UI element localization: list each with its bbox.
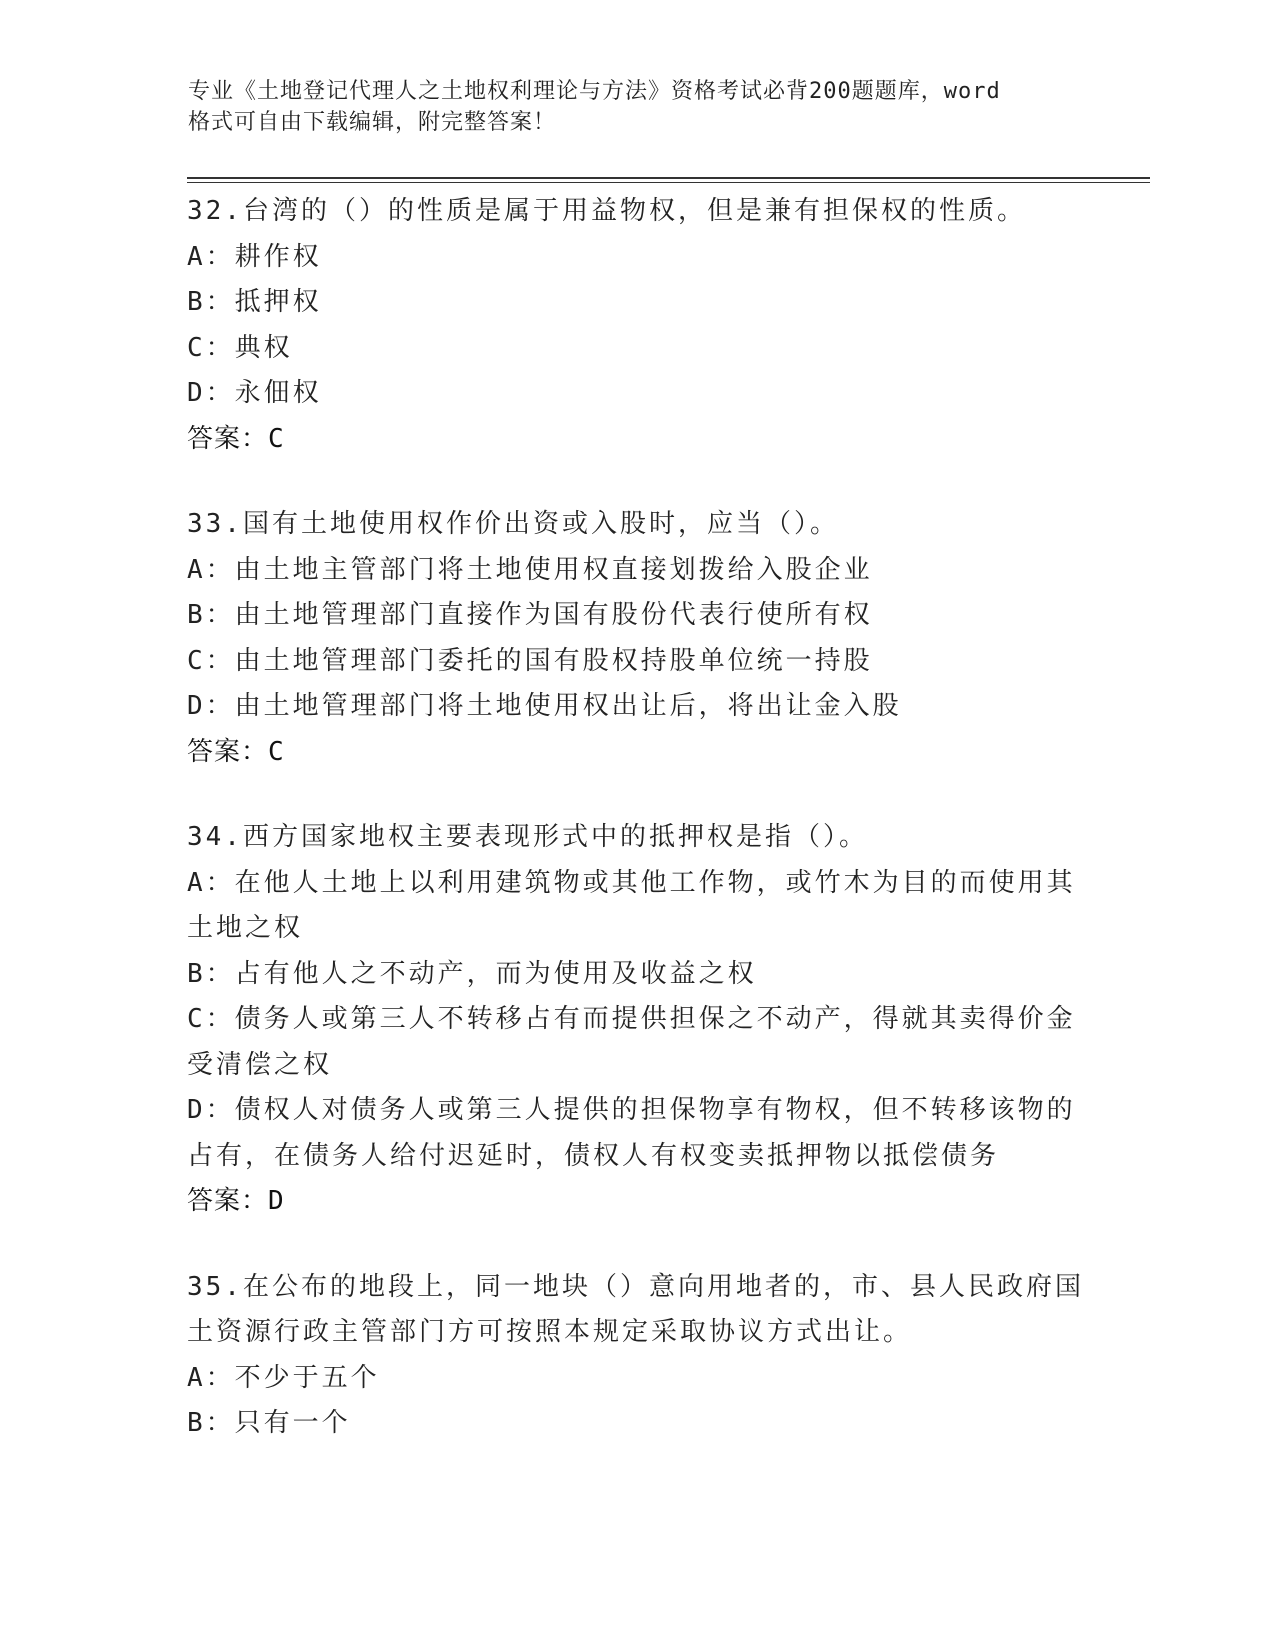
option-d-continued: 占有，在债务人给付迟延时，债权人有权变卖抵押物以抵偿债务: [187, 1140, 1000, 1171]
header-divider-bottom: [187, 182, 1150, 183]
option-b: B：抵押权: [187, 287, 322, 317]
option-a: A：由土地主管部门将土地使用权直接划拨给入股企业: [187, 554, 873, 585]
question-stem: 32.台湾的（）的性质是属于用益物权，但是兼有担保权的性质。: [187, 196, 1026, 226]
option-c-continued: 受清偿之权: [187, 1049, 333, 1080]
question-stem: 33.国有土地使用权作价出资或入股时，应当（）。: [187, 509, 839, 539]
option-a: A：耕作权: [187, 241, 322, 272]
header-divider-top: [187, 177, 1150, 179]
answer: 答案：C: [187, 423, 285, 454]
option-b: B：只有一个: [187, 1408, 351, 1438]
header-line-1: 专业《土地登记代理人之土地权利理论与方法》资格考试必背200题题库，word: [188, 79, 1001, 104]
option-a: A：不少于五个: [187, 1362, 380, 1393]
option-c: C：由土地管理部门委托的国有股权持股单位统一持股: [187, 645, 873, 676]
answer: 答案：D: [187, 1186, 285, 1216]
option-d: D：债权人对债务人或第三人提供的担保物享有物权，但不转移该物的: [187, 1095, 1076, 1125]
question-34: [187, 815, 1087, 1225]
answer: 答案：C: [187, 736, 285, 767]
option-a: A：在他人土地上以利用建筑物或其他工作物，或竹木为目的而使用其: [187, 867, 1076, 898]
option-b: B：占有他人之不动产，而为使用及收益之权: [187, 958, 757, 989]
option-d: D：由土地管理部门将土地使用权出让后，将出让金入股: [187, 691, 902, 721]
option-c: C：债务人或第三人不转移占有而提供担保之不动产，得就其卖得价金: [187, 1004, 1076, 1034]
option-a-continued: 土地之权: [187, 913, 304, 943]
question-stem-continued: 土资源行政主管部门方可按照本规定采取协议方式出让。: [187, 1317, 913, 1347]
question-32: [187, 189, 1087, 462]
option-b: B：由土地管理部门直接作为国有股份代表行使所有权: [187, 600, 873, 630]
option-d: D：永佃权: [187, 378, 322, 408]
question-list: [187, 189, 1087, 1487]
question-33: [187, 502, 1087, 775]
question-35: [187, 1265, 1087, 1447]
option-c: C：典权: [187, 332, 293, 363]
document-header: [188, 76, 1068, 138]
header-line-2: 格式可自由下载编辑，附完整答案！: [188, 110, 557, 135]
question-stem: 34.西方国家地权主要表现形式中的抵押权是指（）。: [187, 822, 868, 852]
question-stem: 35.在公布的地段上，同一地块（）意向用地者的，市、县人民政府国: [187, 1271, 1084, 1302]
